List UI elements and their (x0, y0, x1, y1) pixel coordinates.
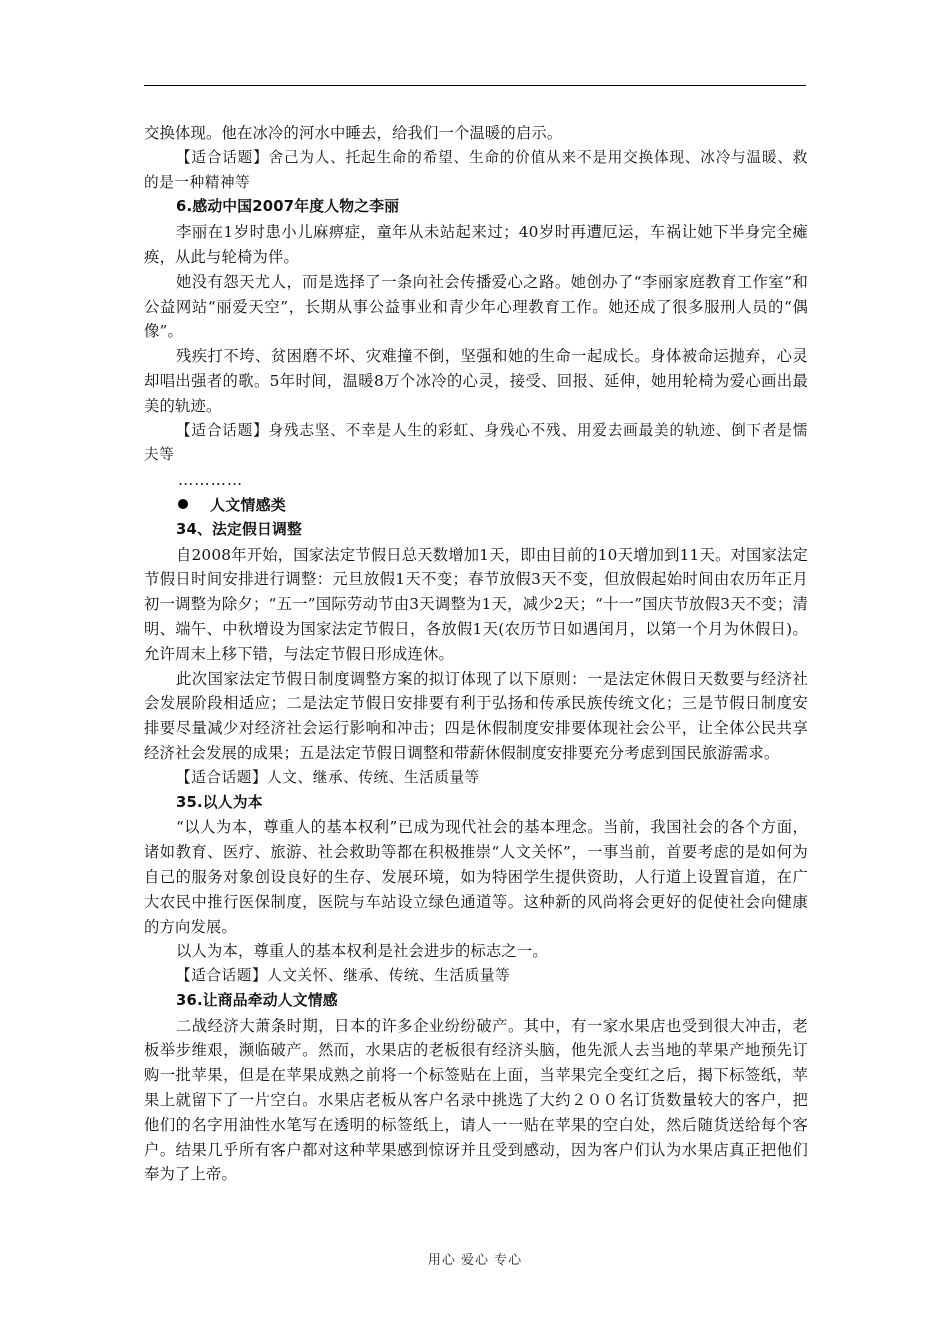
topic-note: 【适合话题】人文、继承、传统、生活质量等 (176, 768, 480, 786)
category-label: 人文情感类 (210, 495, 287, 514)
body-paragraph: 自2008年开始，国家法定节假日总天数增加1天，即由目前的10天增加到11天。对国家法定节假日时间安排进行调整：元旦放假1天不变；春节放假3天不变，但放假起始时间由农历年正月初一调整为除夕；“五一”国际劳动节由3天调整为1天，减少2天；“十一”国庆节放假3天不变；清明、端午、中秋增设为国家法定节假日，各放假1天(农历节日如遇闰月，以第一个月为休假日)。允许周末上移下错，与法定节假日形成连休。 (144, 545, 808, 663)
topic-note: 【适合话题】人文关怀、继承、传统、生活质量等 (176, 967, 511, 985)
body-paragraph: 以人为本，尊重人的基本权利是社会进步的标志之一。 (176, 942, 548, 961)
ellipsis: ………… (178, 471, 244, 490)
body-paragraph: 她没有怨天尤人，而是选择了一条向社会传播爱心之路。她创办了“李丽家庭教育工作室”和公益网站“丽爱天空”，长期从事公益事业和青少年心理教育工作。她还成了很多服刑人员的“偶像”。 (144, 272, 808, 341)
body-paragraph: 李丽在1岁时患小儿麻痹症，童年从未站起来过；40岁时再遭厄运，车祸让她下半身完全瘫痪，从此与轮椅为伴。 (144, 223, 808, 266)
paragraph-continued: 交换体现。他在冰冷的河水中睡去，给我们一个温暖的启示。 (144, 124, 563, 142)
section-heading: 6.感动中国2007年度人物之李丽 (176, 198, 400, 216)
section-heading: 36.让商品牵动人文情感 (176, 991, 338, 1009)
section-heading: 35.以人为本 (176, 793, 263, 811)
document-body (144, 121, 808, 1187)
topic-note: 【适合话题】舍己为人、托起生命的希望、生命的价值从来不是用交换体现、冰冷与温暖、救的是一种精神等 (144, 148, 808, 191)
category-heading (144, 493, 808, 518)
bullet-icon (178, 499, 188, 509)
body-paragraph: “以人为本，尊重人的基本权利”已成为现代社会的基本理念。当前，我国社会的各个方面，诸如教育、医疗、旅游、社会救助等都在积极推崇“人文关怀”，一事当前，首要考虑的是如何为自己的服务对象创设良好的生存、发展环境，如为特困学生提供资助，人行道上设置盲道，在广大农民中推行医保制度，医院与车站设立绿色通道等。这种新的风尚将会更好的促使社会向健康的方向发展。 (144, 818, 808, 936)
body-paragraph: 残疾打不垮、贫困磨不坏、灾难撞不倒，坚强和她的生命一起成长。身体被命运抛弃，心灵却唱出强者的歌。5年时间，温暖8万个冰冷的心灵，接受、回报、延伸，她用轮椅为爱心画出最美的轨迹。 (144, 347, 808, 415)
body-paragraph: 二战经济大萧条时期，日本的许多企业纷纷破产。其中，有一家水果店也受到很大冲击，老板举步维艰，濒临破产。然而，水果店的老板很有经济头脑，他先派人去当地的苹果产地预先订购一批苹果，但是在苹果成熟之前将一个标签贴在上面，当苹果完全变红之后，揭下标签纸，苹果上就留下了一片空白。水果店老板从客户名录中挑选了大约２００名订货数量较大的客户，把他们的名字用油性水笔写在透明的标签纸上，请人一一贴在苹果的空白处，然后随货送给每个客户。结果几乎所有客户都对这种苹果感到惊讶并且受到感动，因为客户们认为水果店真正把他们奉为了上帝。 (144, 1016, 808, 1184)
section-heading: 34、法定假日调整 (176, 520, 302, 538)
topic-note: 【适合话题】身残志坚、不幸是人生的彩虹、身残心不残、用爱去画最美的轨迹、倒下者是懦夫等 (144, 421, 808, 464)
header-rule (144, 85, 806, 86)
body-paragraph: 此次国家法定节假日制度调整方案的拟订体现了以下原则：一是法定休假日天数要与经济社会发展阶段相适应；二是法定节假日安排要有利于弘扬和传承民族传统文化；三是节假日制度安排要尽量减少对经济社会运行影响和冲击；四是休假制度安排要体现社会公平，让全体公民共享经济社会发展的成果；五是法定节假日调整和带薪休假制度安排要充分考虑到国民旅游需求。 (144, 669, 808, 762)
page-footer: 用心 爱心 专心 (427, 1253, 523, 1268)
